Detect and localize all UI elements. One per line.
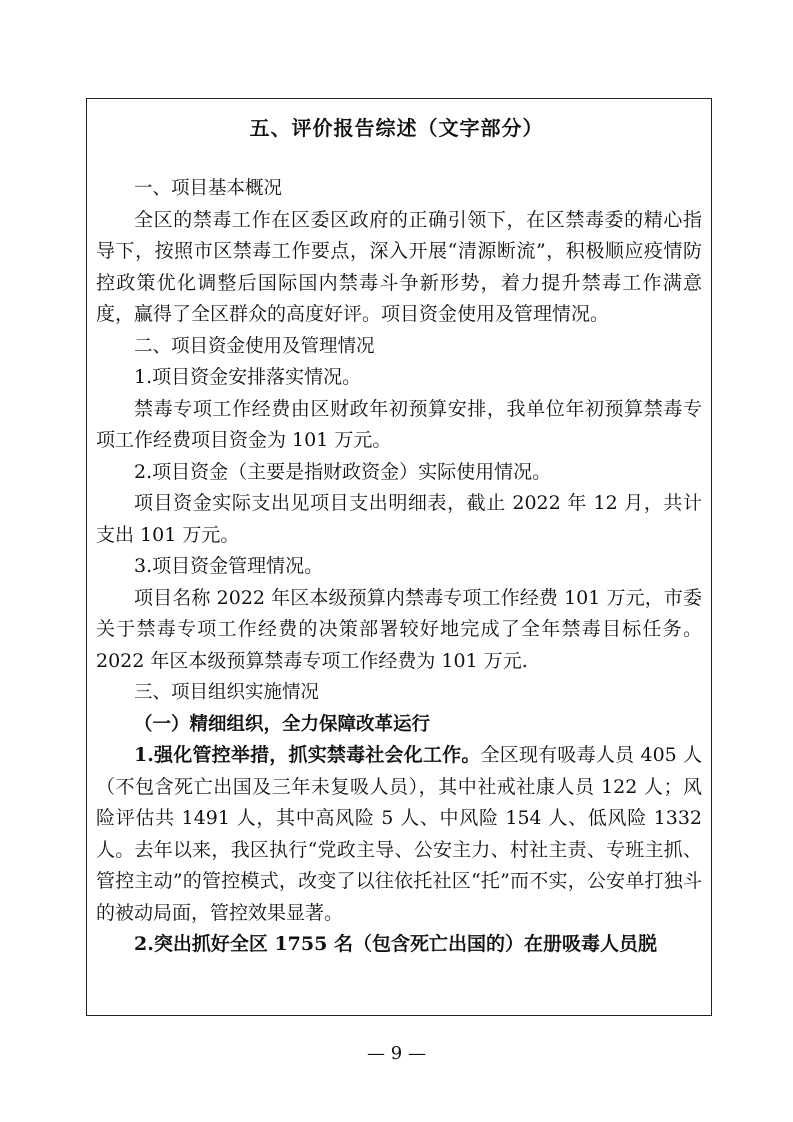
section-3-heading: 三、项目组织实施情况 [134,682,320,703]
section-2-item-1: 1.项目资金安排落实情况。 [134,366,362,388]
section-1-paragraph: 全区的禁毒工作在区委区政府的正确引领下，在区禁毒委的精心指导下，按照市区禁毒工作要点，深入开展“清源断流”，积极顺应疫情防控政策优化调整后国际国内禁毒斗争新形势，着力提升禁毒工作满意度，赢得了全区群众的高度好评。项目资金使用及管理情况。 [96,208,702,325]
section-3-paragraph-2 [96,929,702,961]
section-2-paragraph-2: 项目资金实际支出见项目支出明细表，截止 2022 年 12 月，共计支出 101 万元。 [96,492,702,546]
section-2-paragraph-1: 禁毒专项工作经费由区财政年初预算安排，我单位年初预算禁毒专项工作经费项目资金为 101 万元。 [96,397,702,451]
section-3-paragraph-1 [96,740,702,929]
section-3-paragraph-2-lead: 2.突出抓好全区 1755 名（包含死亡出国的）在册吸毒人员脱 [134,933,657,955]
section-2-heading: 二、项目资金使用及管理情况 [134,335,375,357]
page-title: 五、评价报告综述（文字部分） [249,116,544,140]
section-1-heading: 一、项目基本概况 [134,178,283,199]
section-2-item-2: 2.项目资金（主要是指财政资金）实际使用情况。 [134,460,552,483]
section-3-subheading-1: （一）精细组织，全力保障改革运行 [134,713,431,735]
section-3-paragraph-1-lead: 1.强化管控举措，抓实禁毒社会化工作。 [134,744,481,766]
document-body [96,173,702,961]
section-3-paragraph-1-rest: 全区现有吸毒人员 405 人（不包含死亡出国及三年未复吸人员），其中社戒社康人员 122 人；风险评估共 1491 人，其中高风险 5 人、中风险 154 人、低风险 1332 人。去年以来，我区执行“党政主导、公安主力、村社主责、专班主抓、管控主动”的管控模式，改变了以往依托社区“托”而不实，公安单打独斗的被动局面，管控效果显著。 [96,744,702,924]
page-number: — 9 — [367,1043,426,1064]
section-2-item-3: 3.项目资金管理情况。 [134,555,324,577]
section-2-paragraph-3: 项目名称 2022 年区本级预算内禁毒专项工作经费 101 万元，市委关于禁毒专项工作经费的决策部署较好地完成了全年禁毒目标任务。2022 年区本级预算禁毒专项工作经费为 101 万元. [96,586,702,672]
